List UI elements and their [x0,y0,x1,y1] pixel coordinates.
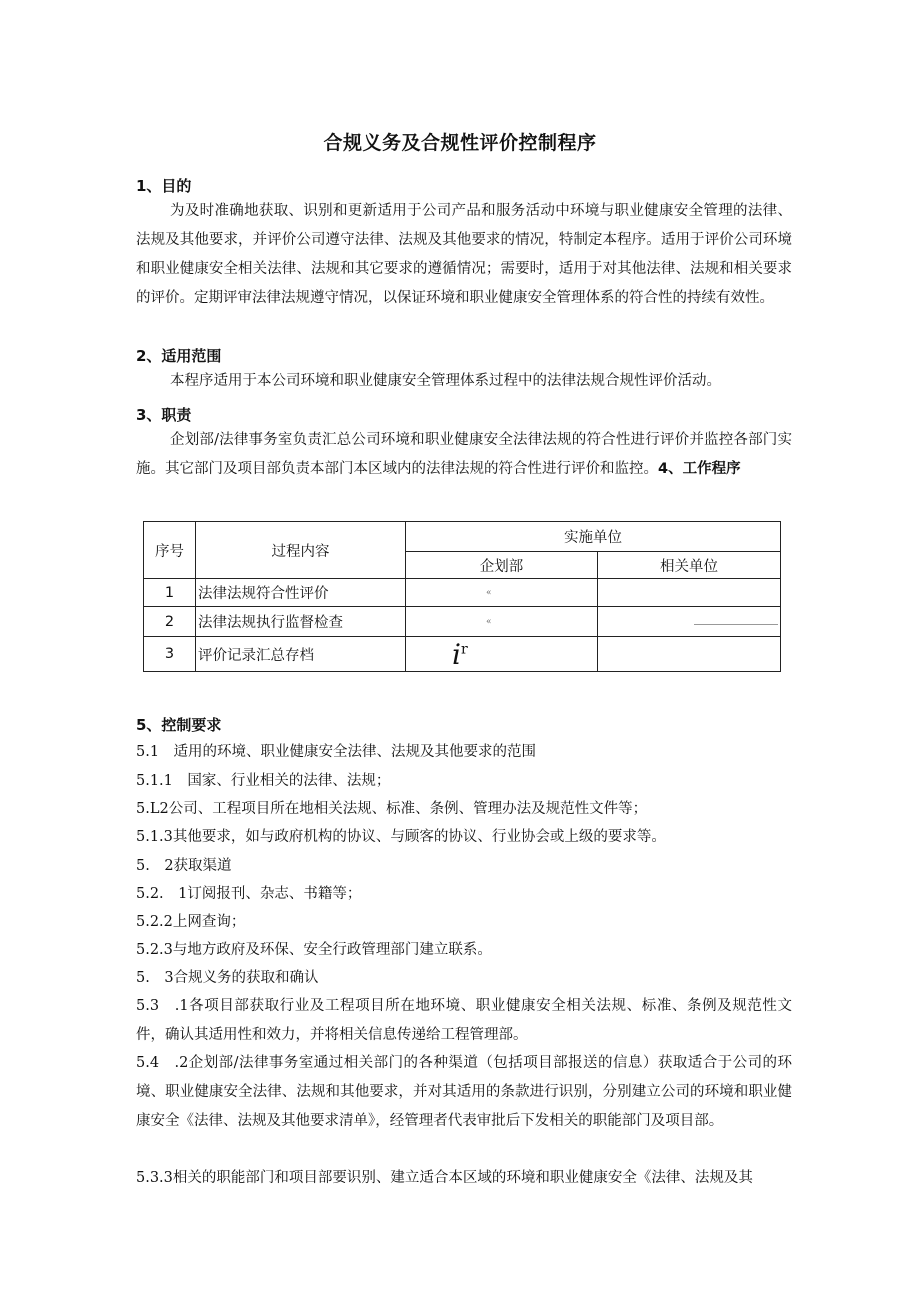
clause-line: 5.1.3其他要求，如与政府机构的协议、与顾客的协议、行业协会或上级的要求等。 [136,829,666,845]
row-content: 评价记录汇总存档 [196,637,406,672]
clause-line: 5.L2公司、工程项目所在地相关法规、标准、条例、管理办法及规范性文件等； [136,801,648,817]
clause-line: 5.2.3与地方政府及环保、安全行政管理部门建立联系。 [136,942,492,958]
header-unit: 实施单位 [406,522,781,552]
section-2-heading: 2、适用范围 [136,347,222,365]
table-row [144,637,781,672]
section-4-heading: 4、工作程序 [658,461,741,477]
section-1-heading: 1、目的 [136,177,192,195]
header-plan-dept: 企划部 [406,552,598,579]
row-related [598,579,781,607]
clause-line: 5. 2获取渠道 [136,858,232,874]
row-plan-mark-sup: r [460,641,468,658]
clause-line: 5.2.2上网查询； [136,914,246,930]
header-no: 序号 [144,522,196,579]
process-table [143,521,781,672]
row-content: 法律法规执行监督检查 [196,607,406,637]
clause-line: 5.2. 1订阅报刊、杂志、书籍等； [136,886,362,902]
section-3-heading: 3、职责 [136,406,192,424]
row-plan-mark-i: i [452,637,461,671]
row-plan-mark [406,637,598,672]
clause-5-3-3: 5.3.3相关的职能部门和项目部要识别、建立适合本区域的环境和职业健康安全《法律、法规及其 [136,1170,753,1186]
row-content: 法律法规符合性评价 [196,579,406,607]
row-related [598,637,781,672]
row-no: 2 [144,607,196,637]
header-related-unit: 相关单位 [598,552,781,579]
row-plan-mark: « [406,607,598,637]
clause-line: 5.1 适用的环境、职业健康安全法律、法规及其他要求的范围 [136,744,537,760]
section-5-heading: 5、控制要求 [136,716,222,734]
table-row [144,579,781,607]
row-no: 3 [144,637,196,672]
section-2-text: 本程序适用于本公司环境和职业健康安全管理体系过程中的法律法规合规性评价活动。 [170,373,721,389]
table-stray-rule [694,624,778,625]
header-content: 过程内容 [196,522,406,579]
row-no: 1 [144,579,196,607]
page-title: 合规义务及合规性评价控制程序 [323,132,597,154]
section-3-text [136,426,792,484]
section-1-text: 为及时准确地获取、识别和更新适用于公司产品和服务活动中环境与职业健康安全管理的法律、法规及其他要求，并评价公司遵守法律、法规及其他要求的情况，特制定本程序。适用于评价公司环境和职业健康安全相关法律、法规和其它要求的遵循情况；需要时，适用于对其他法律、法规和相关要求的评价。定期评审法律法规遵守情况，以保证环境和职业健康安全管理体系的符合性的持续有效性。 [136,203,792,306]
table-header-row [144,522,781,552]
clause-5-3-1: 5.3 .1各项目部获取行业及工程项目所在地环境、职业健康安全相关法规、标准、条例及规范性文件，确认其适用性和效力，并将相关信息传递给工程管理部。 [136,998,792,1043]
row-plan-mark: « [406,579,598,607]
table-row [144,607,781,637]
clause-line: 5. 3合规义务的获取和确认 [136,970,319,986]
section-3-body: 企划部/法律事务室负责汇总公司环境和职业健康安全法律法规的符合性进行评价并监控各部门实施。其它部门及项目部负责本部门本区域内的法律法规的符合性进行评价和监控。 [136,432,792,477]
clause-line: 5.1.1 国家、行业相关的法律、法规； [136,773,391,789]
row-related [598,607,781,637]
clause-5-3-2: 5.4 .2企划部/法律事务室通过相关部门的各种渠道（包括项目部报送的信息）获取适合于公司的环境、职业健康安全法律、法规和其他要求，并对其适用的条款进行识别，分别建立公司的环境和职业健康安全《法律、法规及其他要求清单》，经管理者代表审批后下发相关的职能部门及项目部。 [136,1055,792,1129]
